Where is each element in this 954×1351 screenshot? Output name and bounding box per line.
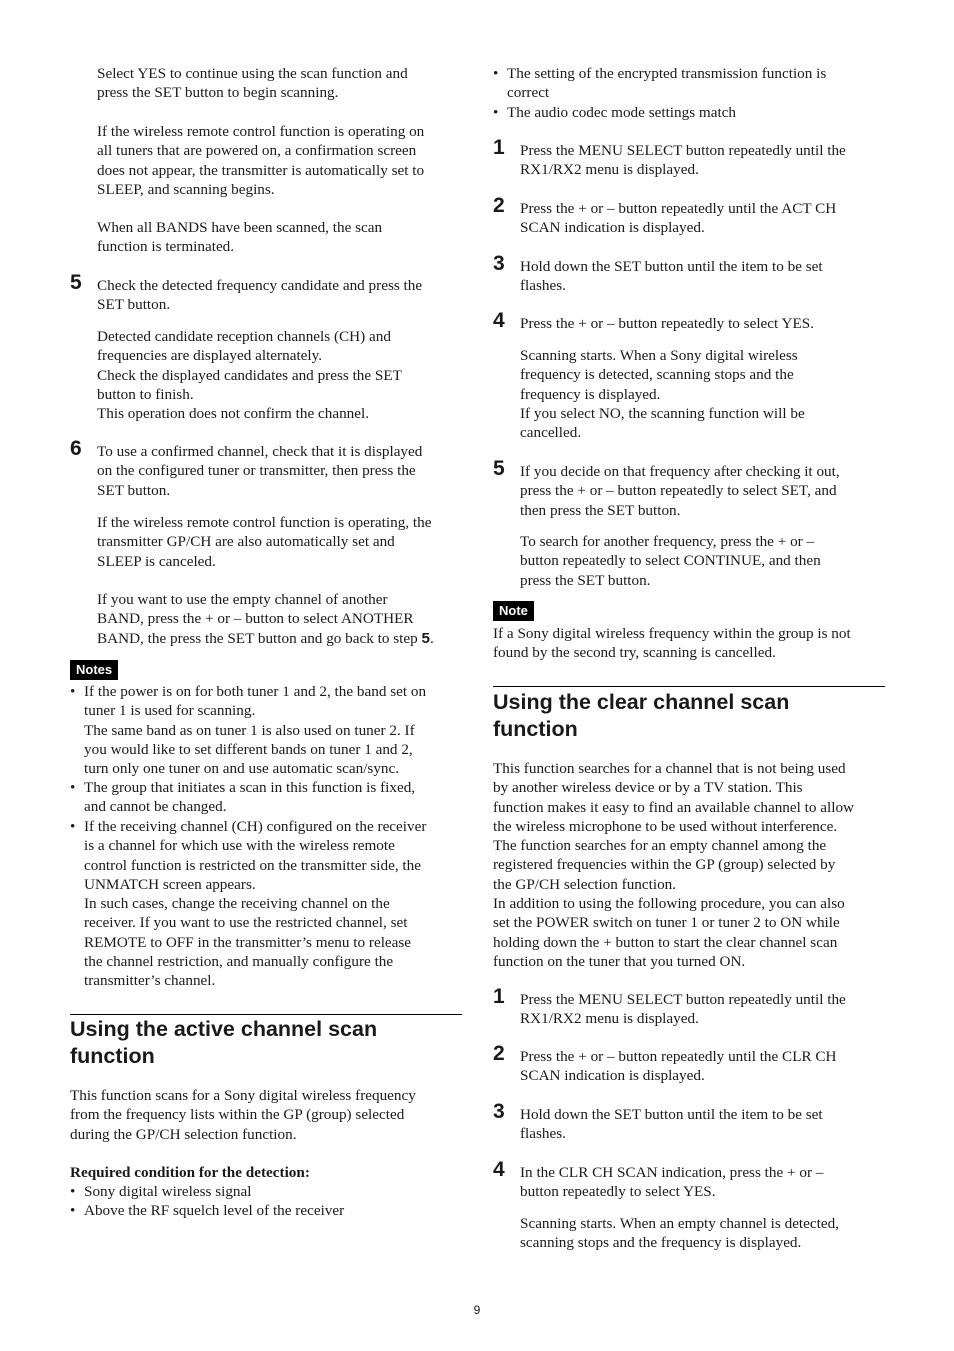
- step-number: 3: [493, 252, 505, 275]
- bullet: •: [70, 1183, 76, 1200]
- step-text: Press the MENU SELECT button repeatedly until the RX1/RX2 menu is displayed.: [520, 991, 846, 1028]
- bullet: •: [70, 683, 76, 700]
- step-number: 1: [493, 136, 505, 159]
- note-text: If the receiving channel (CH) configured on the receiver is a channel for which use with the wireless remote control function is restricted on the transmitter side, the UNMATCH screen appears. In such cases, change the receiving channel on the receiver. If you want to use the restricted channel, set REMOTE to OFF in the transmitter’s menu to release the channel restriction, and manually configure the transmitter’s channel.: [84, 818, 427, 990]
- required-condition-heading: Required condition for the detection:: [70, 1164, 310, 1181]
- note-label: Note: [493, 601, 534, 621]
- bullet: •: [70, 818, 76, 835]
- section-divider: [70, 1014, 462, 1015]
- notes-label: Notes: [70, 660, 118, 680]
- bullet: •: [70, 779, 76, 796]
- condition-text: The setting of the encrypted transmission function is correct: [507, 65, 827, 102]
- step-detail-another-band: [97, 590, 463, 648]
- section-heading-active-scan: Using the active channel scan function: [70, 1017, 378, 1068]
- bullet: •: [493, 104, 499, 121]
- section-heading-clear-scan: Using the clear channel scan function: [493, 690, 790, 741]
- step-text: In the CLR CH SCAN indication, press the + or – button repeatedly to select YES.: [520, 1164, 824, 1201]
- step-number: 5: [493, 457, 505, 480]
- step-text: Press the + or – button repeatedly until the ACT CH SCAN indication is displayed.: [520, 200, 837, 237]
- step-detail: Scanning starts. When an empty channel is detected, scanning stops and the frequency is displayed.: [520, 1215, 839, 1252]
- step-detail: If the wireless remote control function is operating, the transmitter GP/CH are also automatically set and SLEEP is canceled.: [97, 514, 432, 570]
- step-number: 6: [70, 437, 82, 460]
- condition-text: Sony digital wireless signal: [84, 1183, 252, 1200]
- step-text: Check the detected frequency candidate and press the SET button.: [97, 277, 423, 314]
- step-number: 3: [493, 1100, 505, 1123]
- paragraph-select-yes: Select YES to continue using the scan function and press the SET button to begin scanning.: [97, 65, 408, 102]
- step-text: Hold down the SET button until the item to be set flashes.: [520, 258, 823, 295]
- step-number: 4: [493, 1158, 505, 1181]
- step-detail-end: .: [429, 629, 434, 647]
- page-number: 9: [473, 1303, 481, 1317]
- step-text: If you decide on that frequency after checking it out, press the + or – button repeatedly to select SET, and then press the SET button.: [520, 463, 840, 519]
- step-number: 2: [493, 194, 505, 217]
- section-divider: [493, 686, 885, 687]
- step-text: Press the + or – button repeatedly until the CLR CH SCAN indication is displayed.: [520, 1048, 837, 1085]
- note-text: If a Sony digital wireless frequency within the group is not found by the second try, scanning is cancelled.: [493, 625, 851, 662]
- step-text: Press the MENU SELECT button repeatedly until the RX1/RX2 menu is displayed.: [520, 142, 846, 179]
- note-text: If the power is on for both tuner 1 and 2, the band set on tuner 1 is used for scanning. The same band as on tuner 1 is also used on tuner 2. If you would like to set different bands on tuner 1 and 2, turn only one tuner on and use automatic scan/sync.: [84, 683, 427, 778]
- note-text: The group that initiates a scan in this function is fixed, and cannot be changed.: [84, 779, 416, 816]
- condition-text: Above the RF squelch level of the receiver: [84, 1202, 345, 1219]
- step-text: Hold down the SET button until the item to be set flashes.: [520, 1106, 823, 1143]
- paragraph-active-intro: This function scans for a Sony digital wireless frequency from the frequency lists within the GP (group) selected during the GP/CH selection function.: [70, 1087, 416, 1143]
- step-detail-text: If you want to use the empty channel of another BAND, press the + or – button to select ANOTHER BAND, the press the SET button and go back to step: [97, 591, 418, 647]
- paragraph-bands-scanned: When all BANDS have been scanned, the scan function is terminated.: [97, 219, 383, 256]
- paragraph-clear-intro: This function searches for a channel that is not being used by another wireless device or by a TV station. This function makes it easy to find an available channel to allow the wireless microphone to be used without interference. The function searches for an empty channel among the registered frequencies within the GP (group) selected by the GP/CH selection function. In addition to using the following procedure, you can also set the POWER switch on tuner 1 or tuner 2 to ON while holding down the + button to start the clear channel scan function on the tuner that you turned ON.: [493, 760, 855, 970]
- step-number: 2: [493, 1042, 505, 1065]
- condition-text: The audio codec mode settings match: [507, 104, 737, 121]
- bullet: •: [493, 65, 499, 82]
- step-text: To use a confirmed channel, check that it is displayed on the configured tuner or transmitter, then press the SET button.: [97, 443, 423, 499]
- step-number: 1: [493, 985, 505, 1008]
- step-detail: Scanning starts. When a Sony digital wireless frequency is detected, scanning stops and the frequency is displayed. If you select NO, the scanning function will be cancelled.: [520, 347, 805, 442]
- step-text: Press the + or – button repeatedly to select YES.: [520, 315, 814, 332]
- step-number: 4: [493, 309, 505, 332]
- step-detail: Detected candidate reception channels (CH) and frequencies are displayed alternately. Check the displayed candidates and press the SET button to finish. This operation does not confirm the channel.: [97, 328, 402, 423]
- paragraph-remote-control: If the wireless remote control function is operating on all tuners that are powered on, a confirmation screen does not appear, the transmitter is automatically set to SLEEP, and scanning begins.: [97, 123, 425, 198]
- step-number: 5: [70, 271, 82, 294]
- step-reference: 5: [421, 629, 430, 647]
- bullet: •: [70, 1202, 76, 1219]
- step-detail: To search for another frequency, press the + or – button repeatedly to select CONTINUE, and then press the SET button.: [520, 533, 821, 589]
